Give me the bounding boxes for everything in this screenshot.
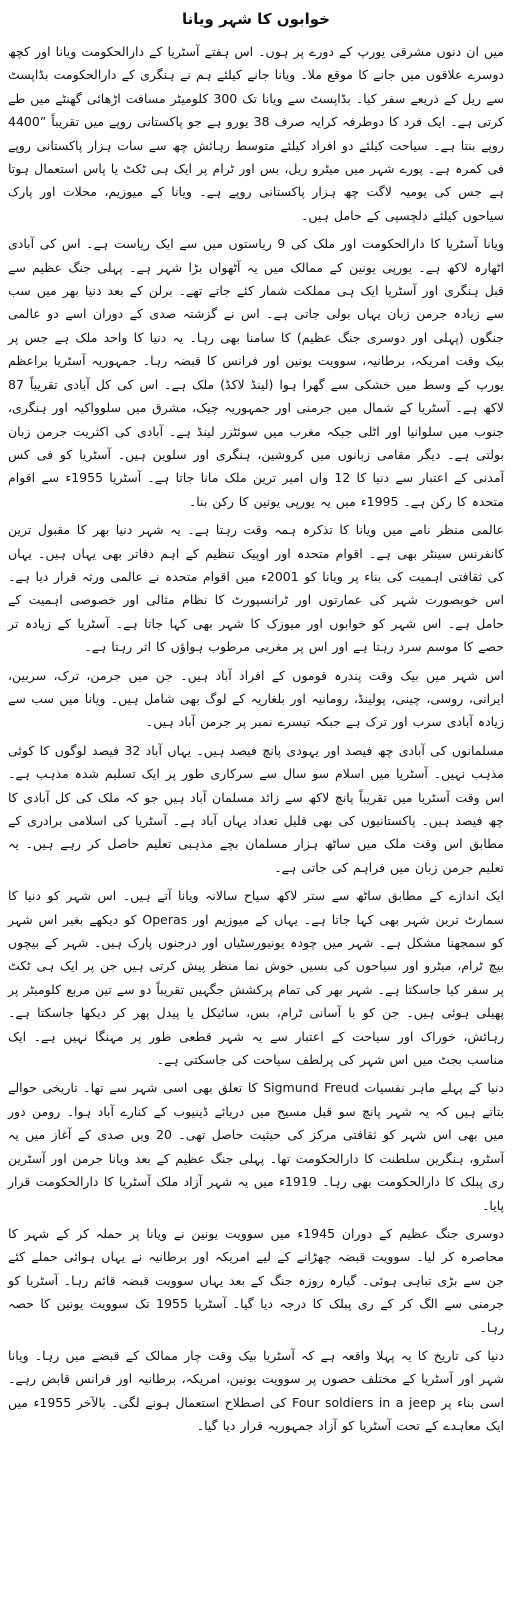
article-paragraph: اس شہر میں بیک وقت پندرہ قوموں کے افراد آباد ہیں۔ جن میں جرمن، ترک، سربین، ایرانی، روسی، چینی، پولینڈ، رومانیہ اور بلغاریہ کے لوگ بھی شامل ہیں۔ ویانا میں سب سے زیادہ آبادی سرب اور ترک ہے جبکہ تیسرے نمبر پر جرمن آباد ہیں۔ xyxy=(8,667,504,730)
article-paragraph: مسلمانوں کی آبادی چھ فیصد اور یہودی پانچ فیصد ہیں۔ یہاں آباد 32 فیصد لوگوں کا کوئی مذہب نہیں۔ آسٹریا میں اسلام سو سال سے سرکاری طور پر ایک تسلیم شدہ مذہب ہے۔ اس وقت آسٹریا میں تقریباً پانچ لاکھ سے زائد مسلمان آباد ہیں جو کہ ملک کی کل آبادی کا چھ فیصد ہیں۔ پاکستانیوں کی بھی قلیل تعداد یہاں آباد ہے۔ آسٹریا کی اسلامی برادری کے مطابق اس وقت ملک میں ساٹھ ہزار مسلمان بچے مذہبی تعلیم حاصل کر رہے ہیں۔ یہ تعلیم جرمن زبان میں فراہم کی جاتی ہے۔ xyxy=(8,742,505,875)
article-paragraph: میں ان دنوں مشرقی یورپ کے دورے پر ہوں۔ اس ہفتے آسٹریا کے دارالحکومت ویانا اور کچھ دوسرے علاقوں میں جانے کا موقع ملا۔ ویانا جانے کیلئے ہم نے ہنگری کے دارالحکومت بڈاپسٹ سے ریل کے ذریعے سفر کیا۔ بڈاپسٹ سے ویانا تک 300 کلومیٹر مسافت اڑھائی گھنٹے میں طے کرتی ہے۔ ایک فرد کا دوطرفہ کرایہ صرف 38 یورو ہے جو پاکستانی روپے میں تقریباً ”4400 روپے بنتا ہے۔ سیاحت کیلئے دو افراد کیلئے متوسط رہائش چھ سے سات ہزار پاکستانی روپے فی کمرہ ہے۔ پورے شہر میں میٹرو ریل، بس اور ٹرام پر ایک ہی ٹکٹ یا پاس استعمال ہوتا ہے جس کی یومیہ لاگت چھ ہزار پاکستانی روپے ہے۔ ویانا کے میوزیم، محلات اور پارک سیاحوں کیلئے دلچسپی کے حامل ہیں۔ xyxy=(8,44,504,223)
article-paragraph: ویانا آسٹریا کا دارالحکومت اور ملک کی 9 ریاستوں میں سے ایک ریاست ہے۔ اس کی آبادی اٹھارہ لاکھ ہے۔ یورپی یونین کے ممالک میں یہ آٹھواں بڑا شہر ہے۔ پہلی جنگ عظیم سے قبل ہنگری اور آسٹریا ایک ہی مملکت شمار کئے جاتے تھے۔ برلن کے بعد دنیا بھر میں سب سے زیادہ جرمن زبان یہاں بولی جاتی ہے۔ اس نے گزشتہ صدی کے دوران اسے دو عالمی جنگوں (پہلی اور دوسری جنگ عظیم) کا سامنا بھی رہا۔ یہ دنیا کا واحد ملک ہے جس پر بیک وقت امریکہ، برطانیہ، سوویت یونین اور فرانس کا قبضہ رہا۔ جمہوریہ آسٹریا براعظم یورپ کے وسط میں خشکی سے گھرا ہوا (لینڈ لاکڈ) ملک ہے۔ اس کی کل آبادی تقریباً 87 لاکھ ہے۔ آسٹریا کے شمال میں جرمنی اور جمہوریہ چیک، مشرق میں سلوواکیہ اور ہنگری، جنوب میں سلوانیا اور اٹلی جبکہ مغرب میں سوئٹزر لینڈ ہے۔ آبادی کی اکثریت جرمن زبان بولتی ہے۔ دیگر مقامی زبانوں میں کروشین، ہنگری اور سلوین ہیں۔ آسٹریا کو فی کس آمدنی کے اعتبار سے دنیا کا 12 واں امیر ترین ملک مانا جاتا ہے۔ آسٹریا 1955ء سے اقوام متحدہ کا رکن ہے۔ 1995ء میں یہ یورپی یونین کا رکن بنا۔ xyxy=(8,236,505,509)
article-paragraph: دوسری جنگ عظیم کے دوران 1945ء میں سوویت یونین نے ویانا پر حملہ کر کے شہر کا محاصرہ کر لیا۔ سوویت قبضہ چھڑانے کے لیے امریکہ اور برطانیہ نے یہاں ہوائی حملے کئے جن سے بڑی تباہی ہوئی۔ گیارہ روزہ جنگ کے بعد یہاں سوویت قبضہ قائم رہا۔ آسٹریا کو جرمنی سے الگ کر کے ری پبلک کا درجہ دیا گیا۔ آسٹریا 1955 تک سوویت یونین کا حصہ رہا۔ xyxy=(8,1225,505,1335)
article-title: خوابوں کا شہر ویانا xyxy=(182,10,330,28)
article-paragraph: دنیا کی تاریخ کا یہ پہلا واقعہ ہے کہ آسٹریا بیک وقت چار ممالک کے قبضے میں رہا۔ ویانا شہر اور آسٹریا کے مختلف حصوں پر سوویت یونین، امریکہ، برطانیہ اور فرانس قابض رہے۔ اسی بناء پر Four soldiers in a jeep کی اصطلاح استعمال ہونے لگی۔ بالآخر 1955ء میں ایک معاہدے کے تحت آسٹریا کو آزاد جمہوریہ قرار دیا گیا۔ xyxy=(8,1347,504,1434)
article-paragraph: عالمی منظر نامے میں ویانا کا تذکرہ ہمہ وقت رہتا ہے۔ یہ شہر دنیا بھر کا مقبول ترین کانفرنس سینٹر بھی ہے۔ اقوام متحدہ اور اوپیک تنظیم کے اہم دفاتر بھی یہاں ہیں۔ یہاں کی ثقافتی اہمیت کی بناء پر ویانا کو 2001ء میں اقوام متحدہ نے عالمی ورثہ قرار دیا ہے۔ اس خوبصورت شہر کی عمارتوں اور ٹرانسپورٹ کا نظام مثالی اور خصوصی اہمیت کے حامل ہے۔ اس شہر کو خوابوں اور میوزک کا شہر بھی کہا جاتا ہے۔ آسٹریا کے زیادہ تر حصے کا موسم سرد رہتا ہے اور اس پر مغربی مرطوب ہواؤں کا اثر رہتا ہے۔ xyxy=(8,522,504,655)
article-paragraph: دنیا کے پہلے ماہر نفسیات Sigmund Freud کا تعلق بھی اسی شہر سے تھا۔ تاریخی حوالے بتاتے ہیں کہ یہ شہر پانچ سو قبل مسیح میں دریائے ڈینیوب کے کنارے آباد ہوا۔ رومن دور میں بھی اس شہر کو ثقافتی مرکز کی حیثیت حاصل تھی۔ 20 ویں صدی کے آغاز میں یہ آسٹرو، ہنگرین سلطنت کا دارالحکومت تھا۔ پہلی جنگ عظیم کے بعد ویانا جرمن اور آسٹرین ری پبلک کا دارالحکومت بھی رہا۔ 1919ء میں یہ شہر آزاد ملک آسٹریا کا دارالحکومت قرار پایا۔ xyxy=(8,1080,504,1213)
article-paragraph: ایک اندازے کے مطابق ساٹھ سے ستر لاکھ سیاح سالانہ ویانا آتے ہیں۔ اس شہر کو دنیا کا سمارٹ ترین شہر بھی کہا جاتا ہے۔ یہاں کے میوزیم اور Operas کو دیکھے بغیر اس شہر کو سمجھنا مشکل ہے۔ شہر میں چودہ یونیورسٹیاں اور درجنوں پارک ہیں۔ شہر کے بیچوں بیچ ٹرام، میٹرو اور سیاحوں کی بسیں خوش نما منظر پیش کرتی ہیں جن پر ایک ہی ٹکٹ پر سفر کیا جاسکتا ہے۔ شہر بھر کی تمام پرکشش جگہیں تقریباً دو سے تین مربع کلومیٹر پر پھیلی ہوئی ہیں۔ جن کو با آسانی ٹرام، بس، سائیکل یا پیدل پھر کر دیکھا جاسکتا ہے۔ رہائش، خوراک اور سیاحت کے اعتبار سے یہ شہر قطعی طور پر مہنگا نہیں ہے۔ ایک مناسب بجٹ میں اس شہر کی پرلطف سیاحت کی جاسکتی ہے۔ xyxy=(8,888,504,1068)
